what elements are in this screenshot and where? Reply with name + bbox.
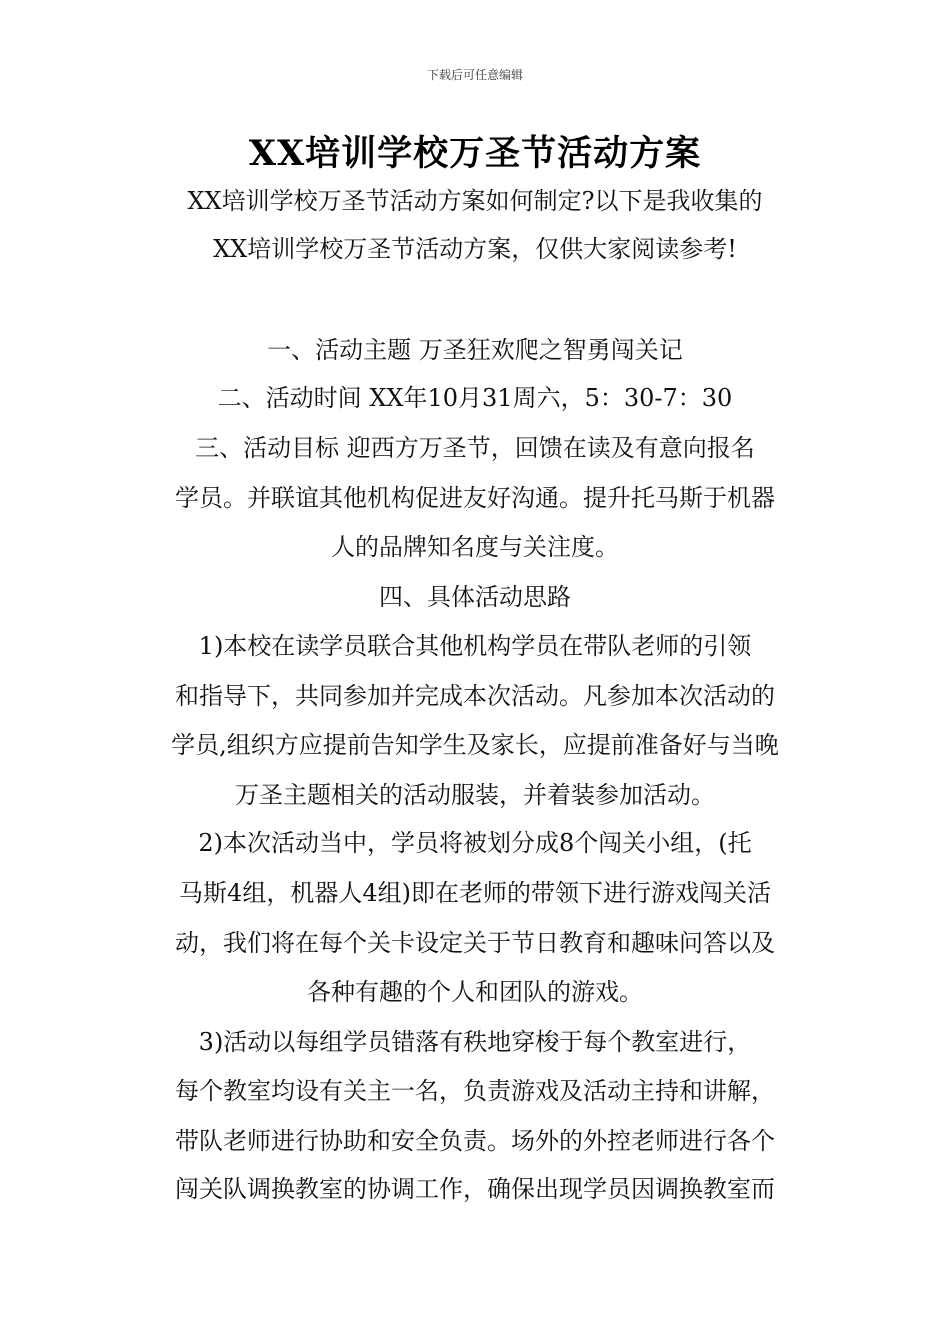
- section-ideas-heading: 四、具体活动思路: [379, 583, 571, 611]
- item2-line: 马斯4组，机器人4组)即在老师的带领下进行游戏闯关活: [179, 879, 771, 907]
- intro-line: XX培训学校万圣节活动方案，仅供大家阅读参考!: [213, 235, 737, 263]
- item1-line: 1)本校在读学员联合其他机构学员在带队老师的引领: [198, 632, 752, 660]
- item1-line: 学员,组织方应提前告知学生及家长，应提前准备好与当晚: [171, 731, 779, 759]
- item2-line: 2)本次活动当中，学员将被划分成8个闯关小组，(托: [198, 829, 752, 857]
- item3-line: 带队老师进行协助和安全负责。场外的外控老师进行各个: [175, 1127, 775, 1155]
- item3-line: 每个教室均设有关主一名，负责游戏及活动主持和讲解，: [175, 1077, 775, 1105]
- item1-line: 和指导下，共同参加并完成本次活动。凡参加本次活动的: [175, 682, 775, 710]
- section-time: 二、活动时间 XX年10月31周六，5：30-7：30: [217, 384, 733, 412]
- item2-line: 动，我们将在每个关卡设定关于节日教育和趣味问答以及: [175, 929, 775, 957]
- document-title: XX培训学校万圣节活动方案: [248, 133, 702, 174]
- section-goal-line: 人的品牌知名度与关注度。: [331, 533, 619, 561]
- intro-line: XX培训学校万圣节活动方案如何制定?以下是我收集的: [187, 187, 763, 215]
- item3-line: 闯关队调换教室的协调工作，确保出现学员因调换教室而: [175, 1175, 775, 1203]
- section-theme: 一、活动主题 万圣狂欢爬之智勇闯关记: [267, 336, 683, 364]
- item1-line: 万圣主题相关的活动服装，并着装参加活动。: [235, 781, 715, 809]
- section-goal-line: 学员。并联谊其他机构促进友好沟通。提升托马斯于机器: [175, 484, 775, 512]
- section-goal-line: 三、活动目标 迎西方万圣节，回馈在读及有意向报名: [195, 434, 755, 462]
- item3-line: 3)活动以每组学员错落有秩地穿梭于每个教室进行，: [198, 1028, 752, 1056]
- item2-line: 各种有趣的个人和团队的游戏。: [307, 978, 643, 1006]
- header-note: 下载后可任意编辑: [426, 68, 523, 82]
